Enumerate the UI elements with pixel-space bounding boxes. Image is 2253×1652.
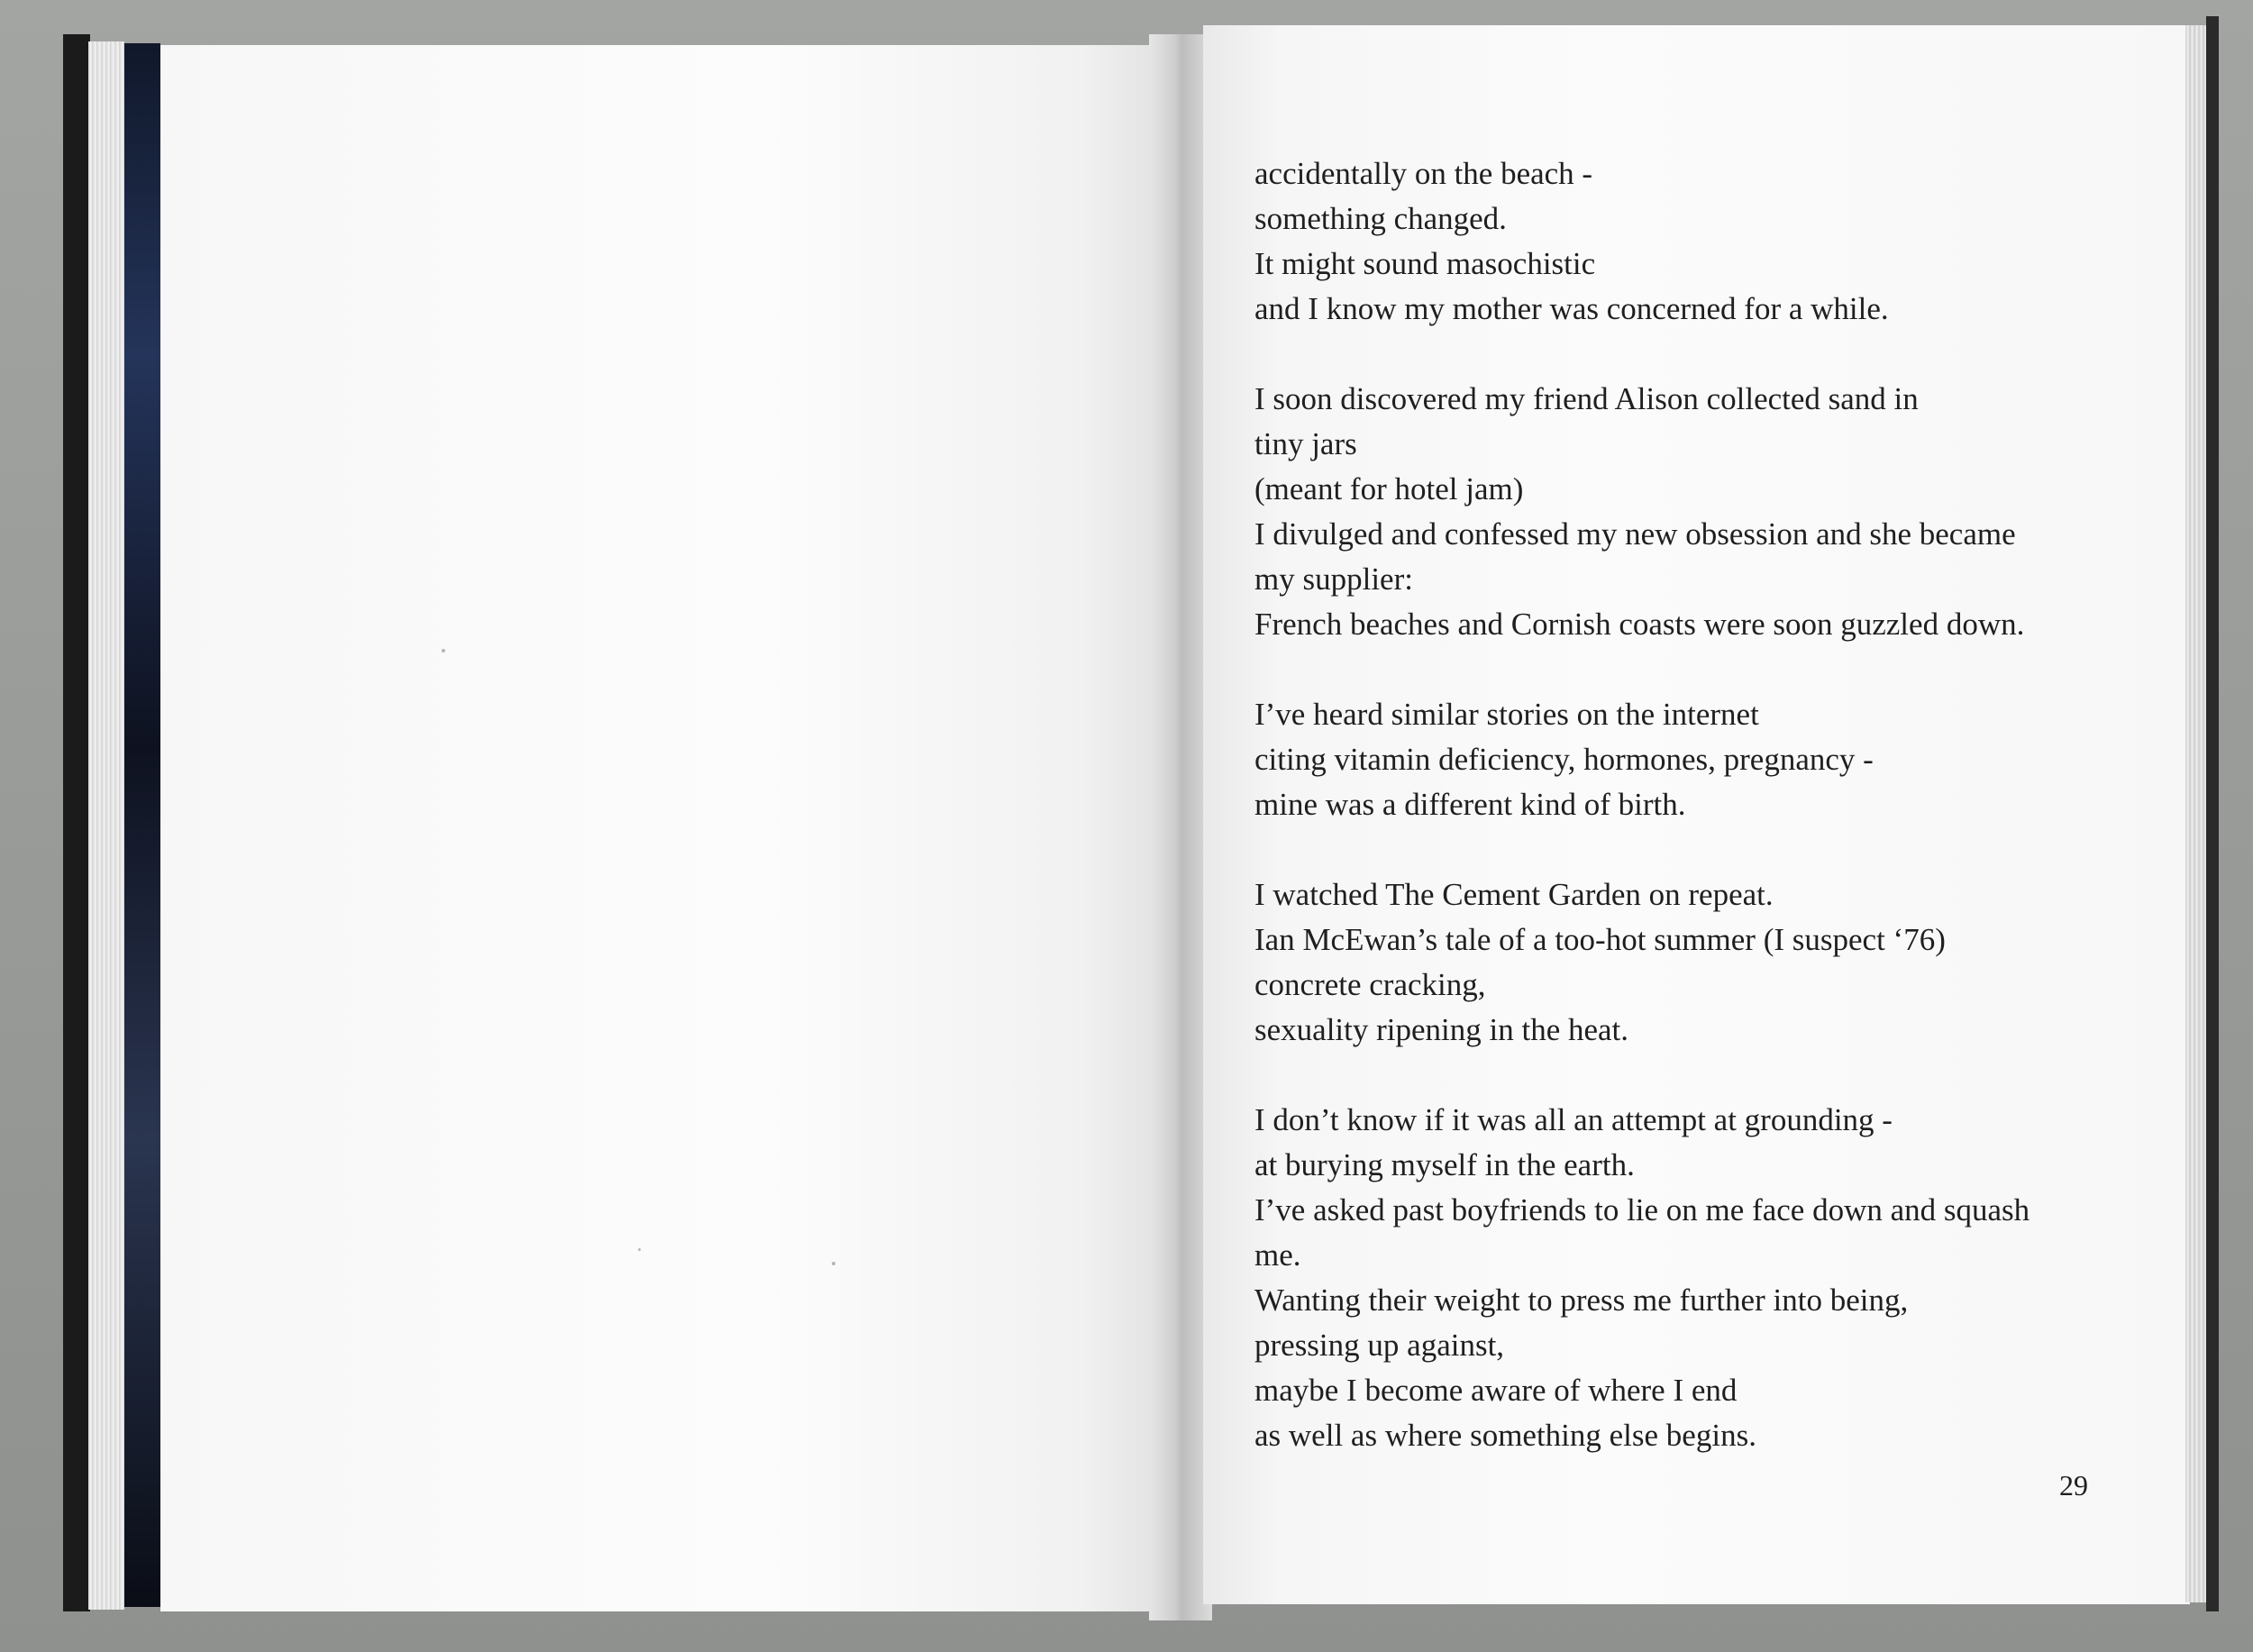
poem-line: Ian McEwan’s tale of a too-hot summer (I suspect ‘76) xyxy=(1254,922,1946,957)
stanza-break xyxy=(1254,1053,2120,1098)
poem-line: maybe I become aware of where I end xyxy=(1254,1373,1738,1408)
stanza-break xyxy=(1254,332,2120,377)
poem-line: me. xyxy=(1254,1237,1301,1273)
poem-line: my supplier: xyxy=(1254,561,1413,597)
poem-line: pressing up against, xyxy=(1254,1328,1505,1363)
page-stack-right xyxy=(2185,25,2208,1602)
paper-speck xyxy=(832,1262,835,1265)
poem-line: as well as where something else begins. xyxy=(1254,1418,1756,1453)
photo-edge-strip xyxy=(124,43,160,1607)
poem-line: citing vitamin deficiency, hormones, pregnancy - xyxy=(1254,742,1874,777)
poem-line: at burying myself in the earth. xyxy=(1254,1147,1635,1182)
poem-line: (meant for hotel jam) xyxy=(1254,471,1524,507)
book-cover-right xyxy=(2206,16,2219,1611)
poem-line: Wanting their weight to press me further into being, xyxy=(1254,1282,1909,1318)
stanza-break xyxy=(1254,827,2120,872)
poem-line: French beaches and Cornish coasts were soon guzzled down. xyxy=(1254,607,2025,642)
poem-line: I divulged and confessed my new obsession and she became xyxy=(1254,516,2016,552)
poem-line: accidentally on the beach - xyxy=(1254,156,1593,191)
stanza-break xyxy=(1254,647,2120,692)
poem-line: and I know my mother was concerned for a while. xyxy=(1254,291,1889,326)
page-stack-left xyxy=(88,41,124,1610)
poem-line: I soon discovered my friend Alison collected sand in xyxy=(1254,381,1919,416)
paper-speck xyxy=(442,649,445,653)
poem-line: I’ve heard similar stories on the internet xyxy=(1254,697,1759,732)
poem-line: It might sound masochistic xyxy=(1254,246,1596,281)
poem-line: I’ve asked past boyfriends to lie on me face down and squash xyxy=(1254,1192,2030,1228)
page-number: 29 xyxy=(2059,1469,2088,1501)
poem-line: mine was a different kind of birth. xyxy=(1254,787,1686,822)
poem-line: sexuality ripening in the heat. xyxy=(1254,1012,1629,1047)
poem-line: tiny jars xyxy=(1254,426,1357,461)
left-page-blank xyxy=(160,45,1163,1611)
book-cover-left xyxy=(63,34,90,1611)
poem-line: something changed. xyxy=(1254,201,1507,236)
poem-line: I don’t know if it was all an attempt at grounding - xyxy=(1254,1102,1893,1137)
paper-speck xyxy=(638,1248,641,1251)
poem-text xyxy=(1254,151,2120,1458)
poem-line: I watched The Cement Garden on repeat. xyxy=(1254,877,1774,912)
poem-line: concrete cracking, xyxy=(1254,967,1486,1002)
